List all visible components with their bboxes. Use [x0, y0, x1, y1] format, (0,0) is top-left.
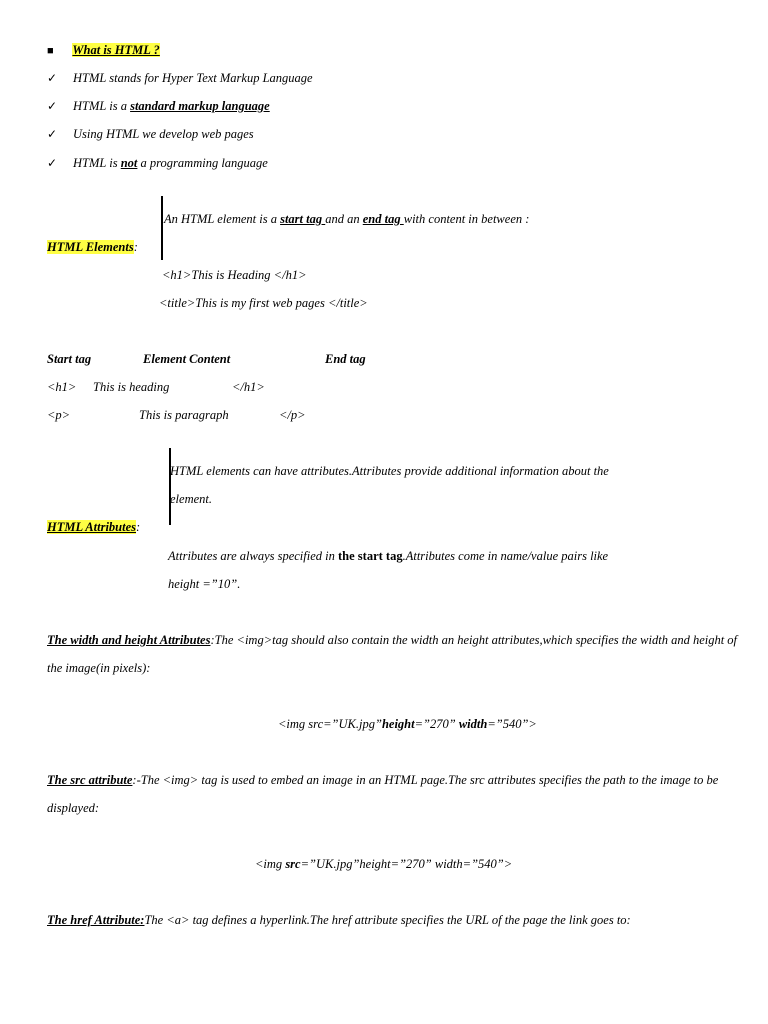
href-paragraph: The href Attribute:The <a> tag defines a hyperlink.The href attribute specifies the URL of the page the link goes to: [47, 913, 631, 927]
width-height-code: <img src=”UK.jpg”height=”270” width=”540”> [278, 717, 537, 731]
src-paragraph: The src attribute:-The <img> tag is used to embed an image in an HTML page.The src attributes specifies the path to the image to be [47, 773, 719, 787]
elements-label: HTML Elements: [47, 240, 138, 254]
table-cell: This is paragraph [139, 408, 229, 422]
checkmark-icon: ✓ [47, 156, 58, 170]
table-header-start-tag: Start tag [47, 352, 92, 366]
list-item: HTML stands for Hyper Text Markup Language [73, 71, 313, 85]
checkmark-icon: ✓ [47, 71, 58, 85]
table-cell: This is heading [93, 380, 170, 394]
bullet-square-icon: ■ [47, 45, 54, 57]
list-item: Using HTML we develop web pages [73, 127, 254, 141]
attributes-line2: element. [170, 492, 212, 506]
table-cell: </h1> [232, 380, 265, 394]
example-h1: <h1>This is Heading </h1> [162, 268, 307, 282]
vertical-bar [161, 196, 163, 260]
intro-title: What is HTML ? [72, 43, 160, 57]
width-height-paragraph-cont: the image(in pixels): [47, 661, 151, 675]
src-code: <img src=”UK.jpg”height=”270” width=”540”> [255, 857, 513, 871]
checkmark-icon: ✓ [47, 99, 58, 113]
table-cell: <p> [47, 408, 71, 422]
checkmark-icon: ✓ [47, 127, 58, 141]
table-header-element-content: Element Content [143, 352, 231, 366]
attributes-line4: height =”10”. [168, 577, 241, 591]
list-item: HTML is a standard markup language [73, 99, 270, 113]
vertical-bar [169, 448, 171, 525]
attributes-line3: Attributes are always specified in the start tag.Attributes come in name/value pairs like [168, 549, 609, 563]
attributes-line1: HTML elements can have attributes.Attributes provide additional information about the [170, 464, 609, 478]
src-paragraph-cont: displayed: [47, 801, 100, 815]
table-header-end-tag: End tag [325, 352, 366, 366]
attributes-label: HTML Attributes: [47, 520, 141, 534]
element-definition: An HTML element is a start tag and an end tag with content in between : [164, 212, 530, 226]
table-cell: <h1> [47, 380, 77, 394]
list-item: HTML is not a programming language [73, 156, 268, 170]
table-cell: </p> [279, 408, 306, 422]
intro-heading [47, 44, 160, 57]
example-title: <title>This is my first web pages </title> [159, 296, 368, 310]
width-height-paragraph: The width and height Attributes:The <img>tag should also contain the width an height attributes,which specifies the width and height of [47, 633, 738, 647]
